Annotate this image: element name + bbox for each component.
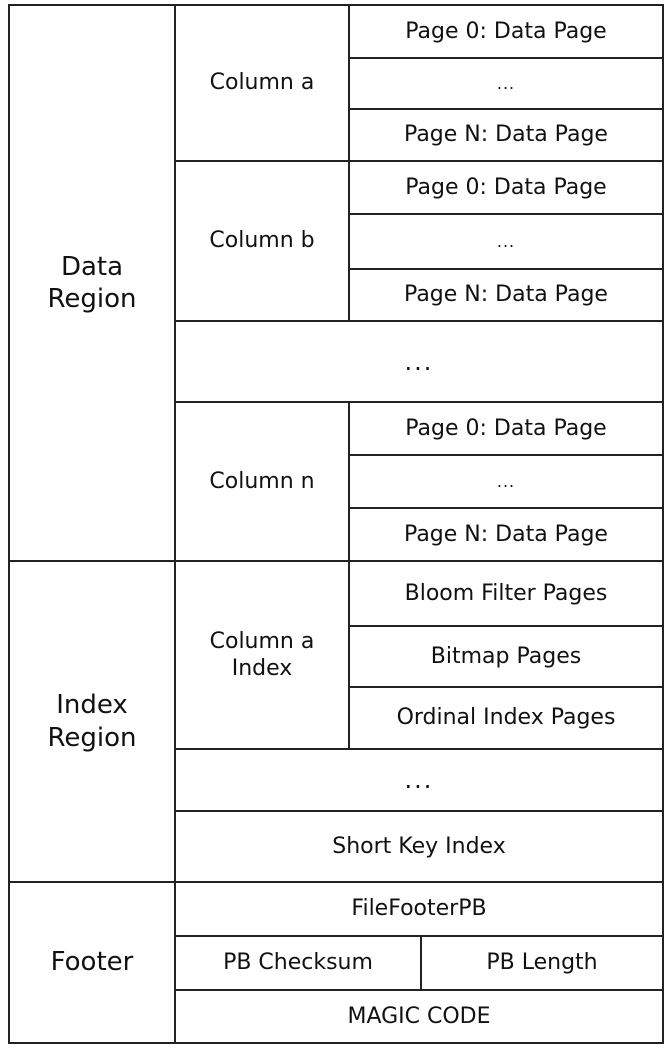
short-key-index: Short Key Index — [174, 810, 664, 883]
data-region-label-line1: Data — [60, 251, 124, 282]
column-b-label: Column b — [174, 160, 350, 322]
data-region-label-line2: Region — [47, 284, 137, 314]
column-a-page-ellipsis: ... — [348, 57, 664, 110]
column-n-page-ellipsis: ... — [348, 454, 664, 509]
footer-label: Footer — [8, 881, 176, 1044]
column-a-label: Column a — [174, 4, 350, 162]
column-n-page-n: Page N: Data Page — [348, 507, 664, 562]
index-region-ellipsis: ... — [174, 748, 664, 812]
index-region-label-line1: Index — [56, 690, 128, 720]
pb-length: PB Length — [420, 935, 664, 991]
pb-checksum: PB Checksum — [174, 935, 422, 991]
index-region-label-line2: Region — [47, 722, 137, 753]
bloom-filter-pages: Bloom Filter Pages — [348, 560, 664, 627]
column-b-page-n: Page N: Data Page — [348, 268, 664, 322]
column-b-page-ellipsis: ... — [348, 213, 664, 270]
data-region-ellipsis: ... — [174, 320, 664, 403]
column-b-page-0: Page 0: Data Page — [348, 160, 664, 215]
magic-code: MAGIC CODE — [174, 989, 664, 1044]
column-a-page-0: Page 0: Data Page — [348, 4, 664, 59]
column-a-page-n: Page N: Data Page — [348, 108, 664, 162]
column-n-label: Column n — [174, 401, 350, 562]
ordinal-index-pages: Ordinal Index Pages — [348, 686, 664, 750]
data-region-label — [8, 4, 176, 562]
column-n-page-0: Page 0: Data Page — [348, 401, 664, 456]
index-region-label — [8, 560, 176, 883]
file-footer-pb: FileFooterPB — [174, 881, 664, 937]
column-a-index-label: Column a Index — [174, 560, 350, 750]
bitmap-pages: Bitmap Pages — [348, 625, 664, 688]
